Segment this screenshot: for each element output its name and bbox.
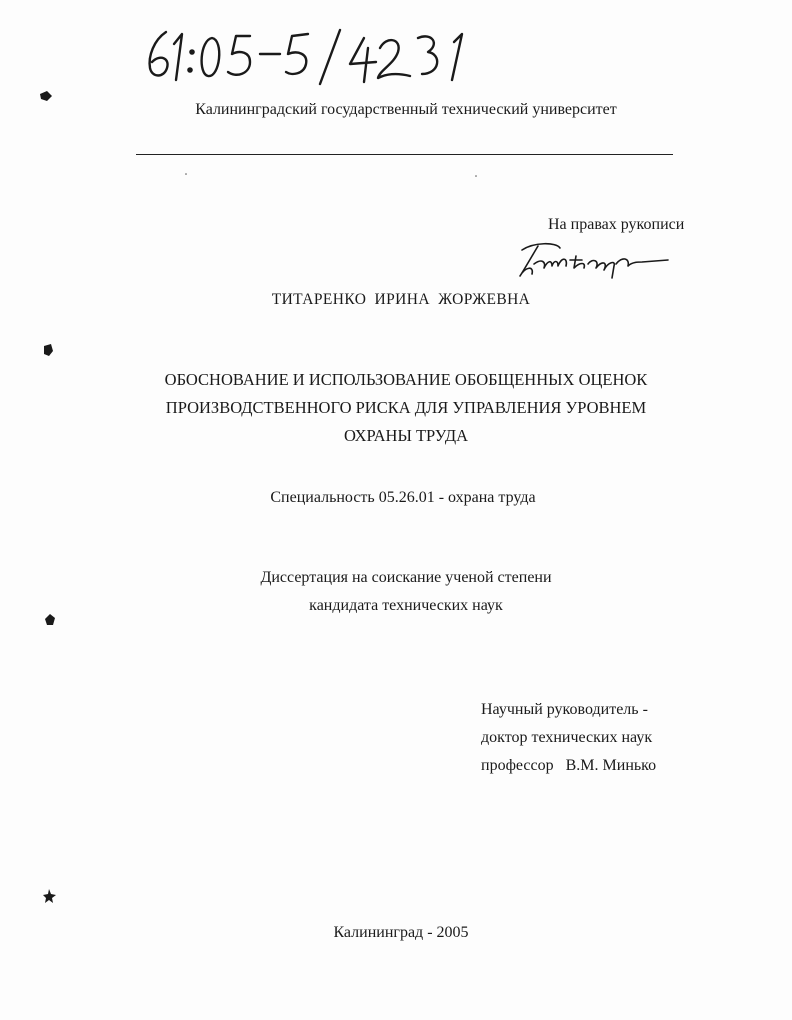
university-name: Калининградский государственный технический университет [195, 101, 617, 118]
scientific-supervisor [481, 696, 656, 780]
degree-line: кандидата технических наук [309, 597, 503, 614]
archive-number-handwritten [140, 24, 480, 86]
specialty-code: Специальность 05.26.01 - охрана труда [270, 489, 536, 506]
degree-statement [0, 564, 792, 620]
author-signature [512, 236, 672, 282]
author-name: ТИТАРЕНКО ИРИНА ЖОРЖЕВНА [271, 291, 531, 308]
punch-hole-mark [40, 342, 56, 358]
title-line: ОХРАНЫ ТРУДА [344, 426, 468, 445]
punch-hole-mark [42, 888, 58, 904]
title-line: ПРОИЗВОДСТВЕННОГО РИСКА ДЛЯ УПРАВЛЕНИЯ УРОВНЕМ [165, 398, 647, 417]
divider-specks [136, 170, 673, 180]
header-divider-line [136, 154, 673, 155]
supervisor-role: Научный руководитель - [481, 701, 648, 718]
handwritten-number-graphic [140, 24, 480, 86]
manuscript-rights-note: На правах рукописи [548, 216, 685, 233]
city-year: Калининград - 2005 [333, 924, 469, 941]
degree-line: Диссертация на соискание ученой степени [260, 569, 552, 586]
supervisor-degree: доктор технических наук [481, 729, 653, 746]
punch-hole-icon [42, 888, 58, 904]
title-line: ОБОСНОВАНИЕ И ИСПОЛЬЗОВАНИЕ ОБОБЩЕННЫХ ОЦЕНОК [164, 370, 648, 389]
signature-graphic [512, 236, 672, 282]
dissertation-title [0, 366, 792, 450]
punch-hole-icon [40, 342, 56, 358]
supervisor-name: профессор В.М. Минько [481, 757, 657, 774]
